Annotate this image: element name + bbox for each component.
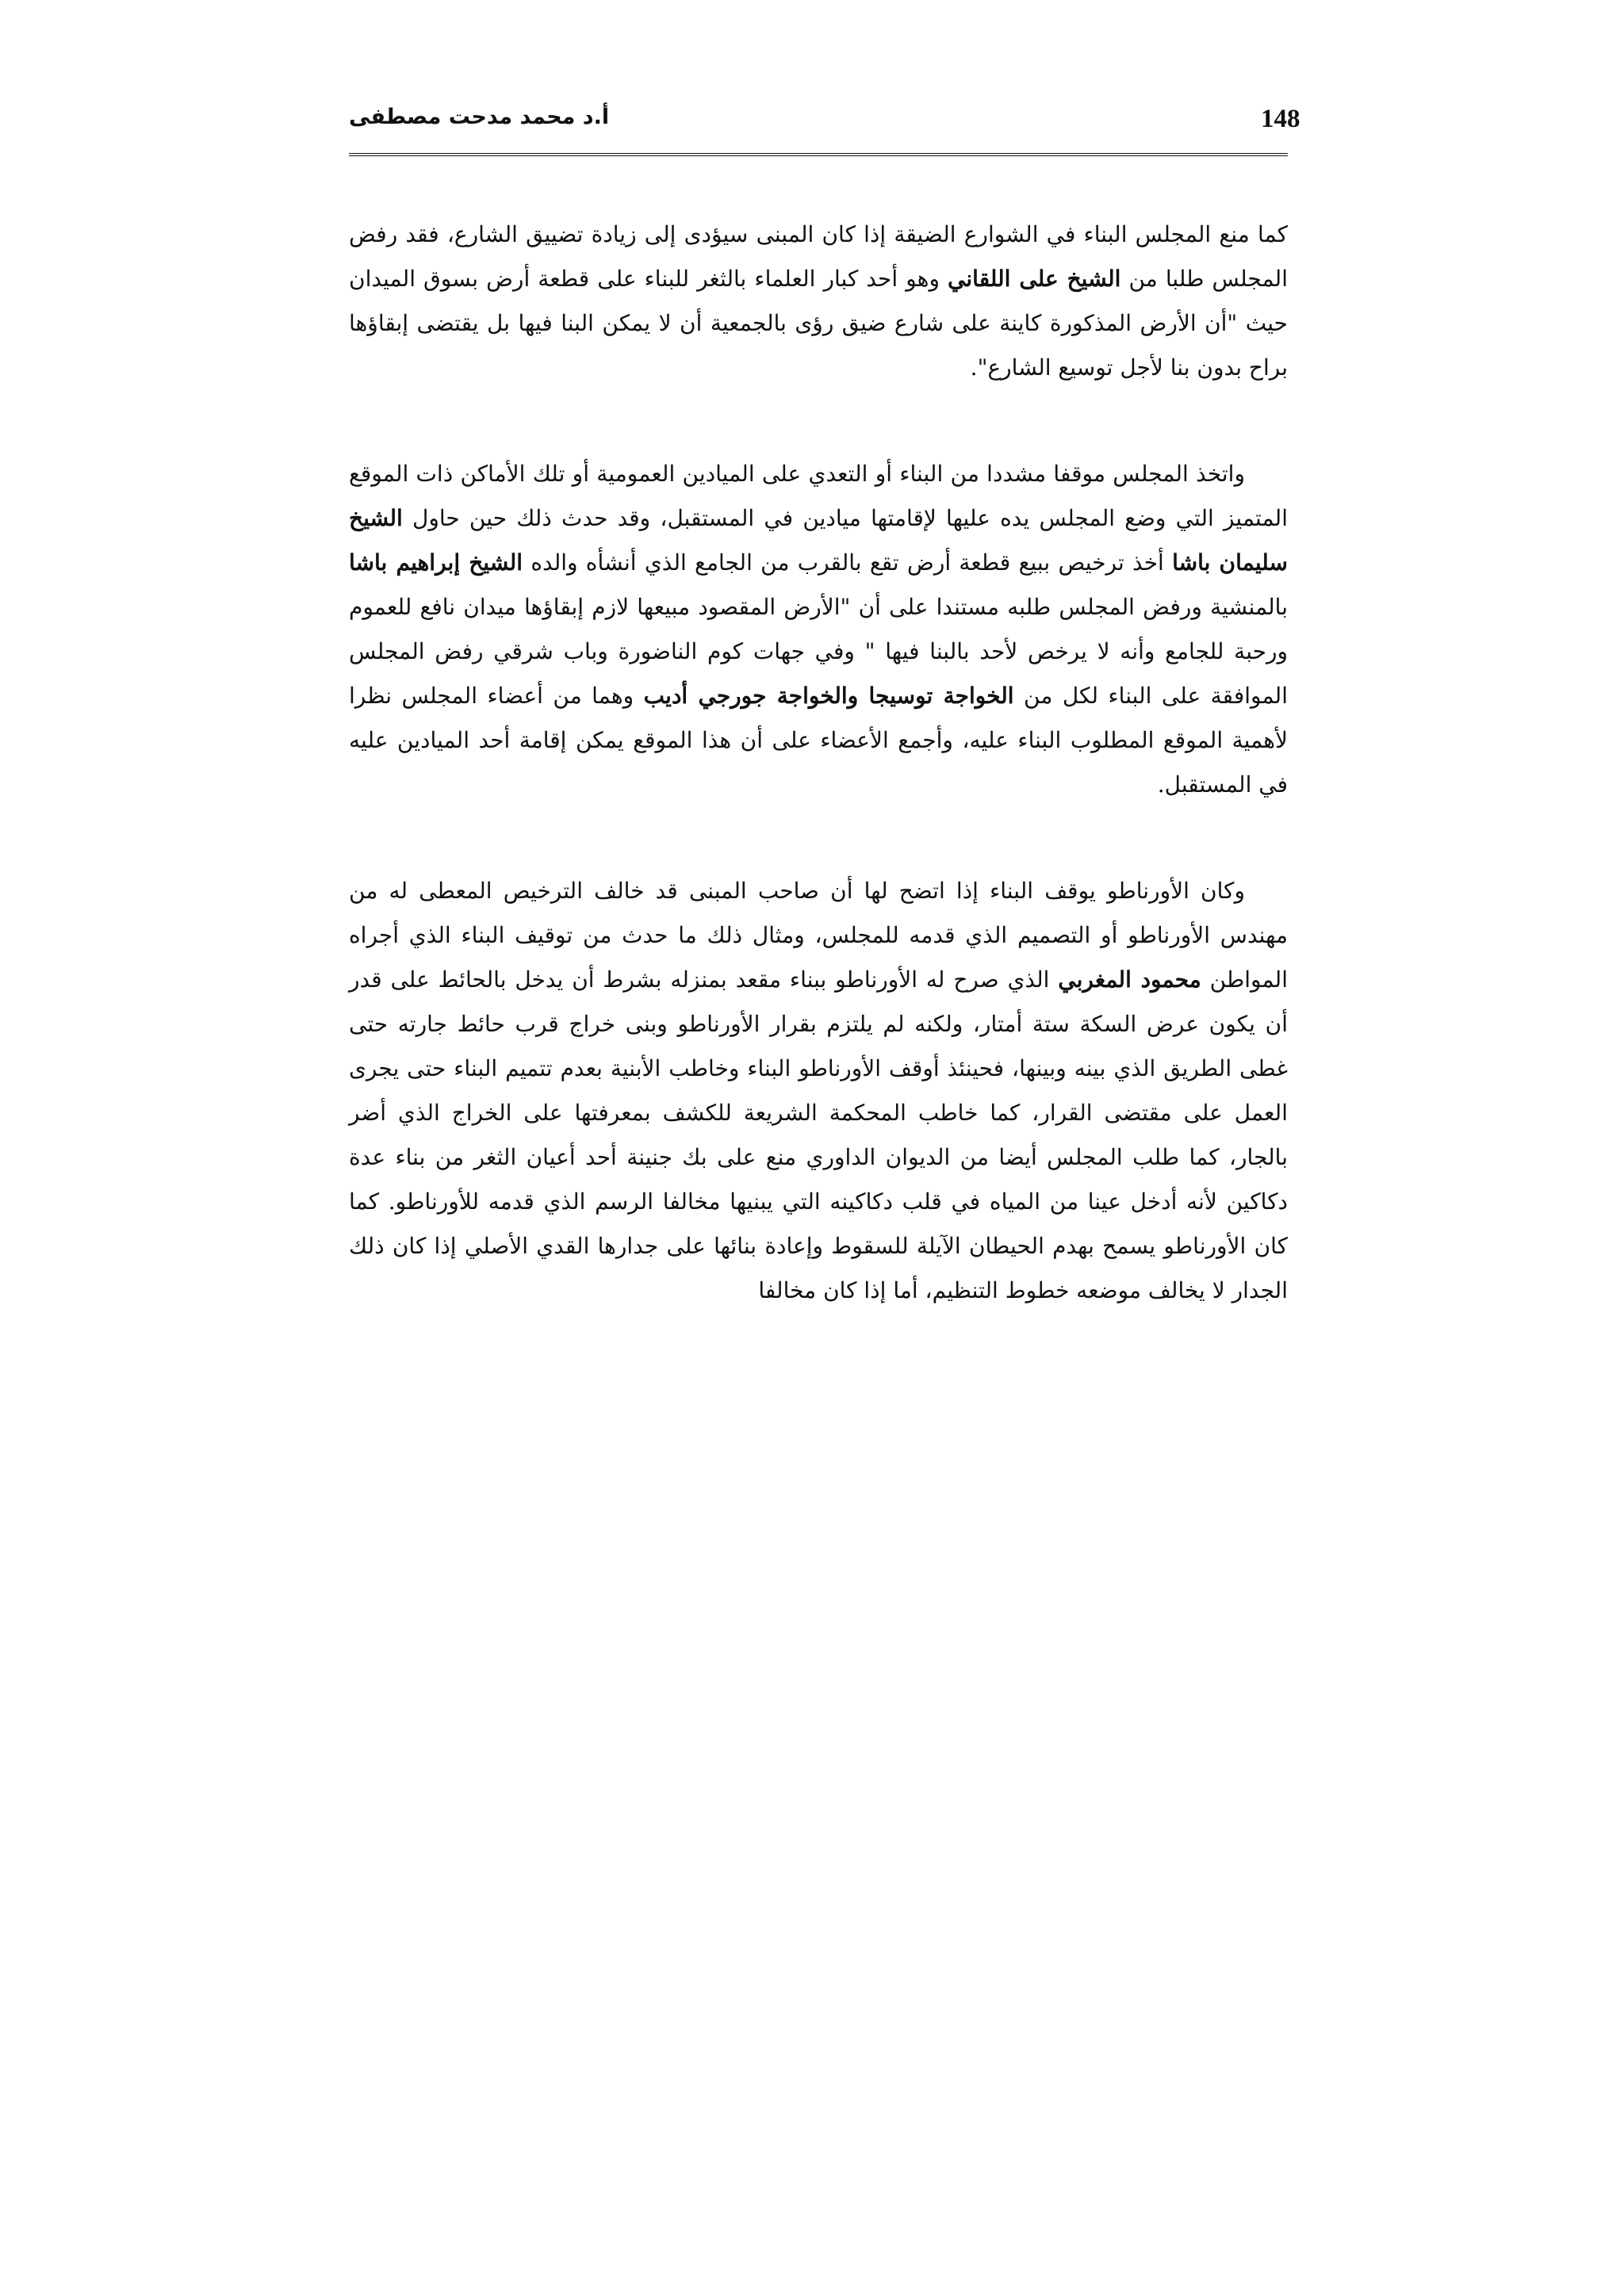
page-number: 148	[1261, 105, 1300, 133]
text-run: بالمنشية ورفض المجلس طلبه مستندا على أن "الأرض المقصود مبيعها لازم إبقاؤها ميدان نافع للعموم ورحبة للجامع وأنه لا يرخص لأحد بالبنا فيها " وفي جهات كوم الناضورة وباب شرقي رفض المجلس الموافقة على البناء لكل من	[349, 594, 1288, 709]
paragraph-1	[349, 212, 1288, 390]
bold-name: الشيخ سليمان باشا	[349, 505, 1288, 576]
bold-name: الخواجة توسيجا والخواجة جورجي أديب	[643, 683, 1014, 709]
paragraph-3	[349, 869, 1288, 1313]
bold-name: الشيخ على اللقاني	[948, 266, 1121, 292]
text-run: وكان الأورناطو يوقف البناء إذا اتضح لها أن صاحب المبنى قد خالف الترخيص المعطى له من مهندس الأورناطو أو التصميم الذي قدمه للمجلس، ومثال ذلك ما حدث من توقيف البناء الذي أجراه المواطن	[349, 878, 1288, 993]
page-header	[349, 101, 1300, 149]
text-run: كما منع المجلس البناء في الشوارع الضيقة إذا كان المبنى سيؤدى إلى زيادة تضييق الشارع، فقد رفض المجلس طلبا من	[349, 221, 1288, 292]
header-divider	[349, 153, 1288, 156]
bold-name: محمود المغربي	[1058, 966, 1201, 993]
body-text	[349, 212, 1288, 1375]
paragraph-2	[349, 452, 1288, 807]
text-run: وهو أحد كبار العلماء بالثغر للبناء على قطعة أرض بسوق الميدان حيث "أن الأرض المذكورة كاينة على شارع ضيق رؤى بالجمعية أن لا يمكن البنا فيها بل يقتضى إبقاؤها براح بدون بنا لأجل توسيع الشارع".	[349, 266, 1288, 381]
bold-name: الشيخ إبراهيم باشا	[349, 549, 523, 576]
text-run: واتخذ المجلس موقفا مشددا من البناء أو التعدي على الميادين العمومية أو تلك الأماكن ذات الموقع المتميز التي وضع المجلس يده عليها لإقامتها ميادين في المستقبل، وقد حدث ذلك حين حاول	[349, 461, 1288, 531]
running-head-author: أ.د محمد مدحت مصطفى	[349, 105, 610, 129]
text-run: أخذ ترخيص ببيع قطعة أرض تقع بالقرب من الجامع الذي أنشأه والده	[523, 549, 1173, 576]
text-run: الذي صرح له الأورناطو ببناء مقعد بمنزله بشرط أن يدخل بالحائط على قدر أن يكون عرض السكة ستة أمتار، ولكنه لم يلتزم بقرار الأورناطو وبنى خراج قرب حائط جارته حتى غطى الطريق الذي بينه وبينها، فحينئذ أوقف الأورناطو البناء وخاطب الأبنية بعدم تتميم البناء حتى يجرى العمل على مقتضى القرار، كما خاطب المحكمة الشريعة للكشف بمعرفتها على الخراج الذي أضر بالجار، كما طلب المجلس أيضا من الديوان الداوري منع على بك جنينة أحد أعيان الثغر من بناء عدة دكاكين لأنه أدخل عينا من المياه في قلب دكاكينه التي يبنيها مخالفا الرسم الذي قدمه للأورناطو. كما كان الأورناطو يسمح بهدم الحيطان الآيلة للسقوط وإعادة بنائها على جدارها القدي الأصلي إذا كان ذلك الجدار لا يخالف موضعه خطوط التنظيم، أما إذا كان مخالفا	[349, 966, 1289, 1303]
text-run: وهما من أعضاء المجلس نظرا لأهمية الموقع المطلوب البناء عليه، وأجمع الأعضاء على أن هذا الموقع يمكن إقامة أحد الميادين عليه في المستقبل.	[349, 683, 1288, 798]
